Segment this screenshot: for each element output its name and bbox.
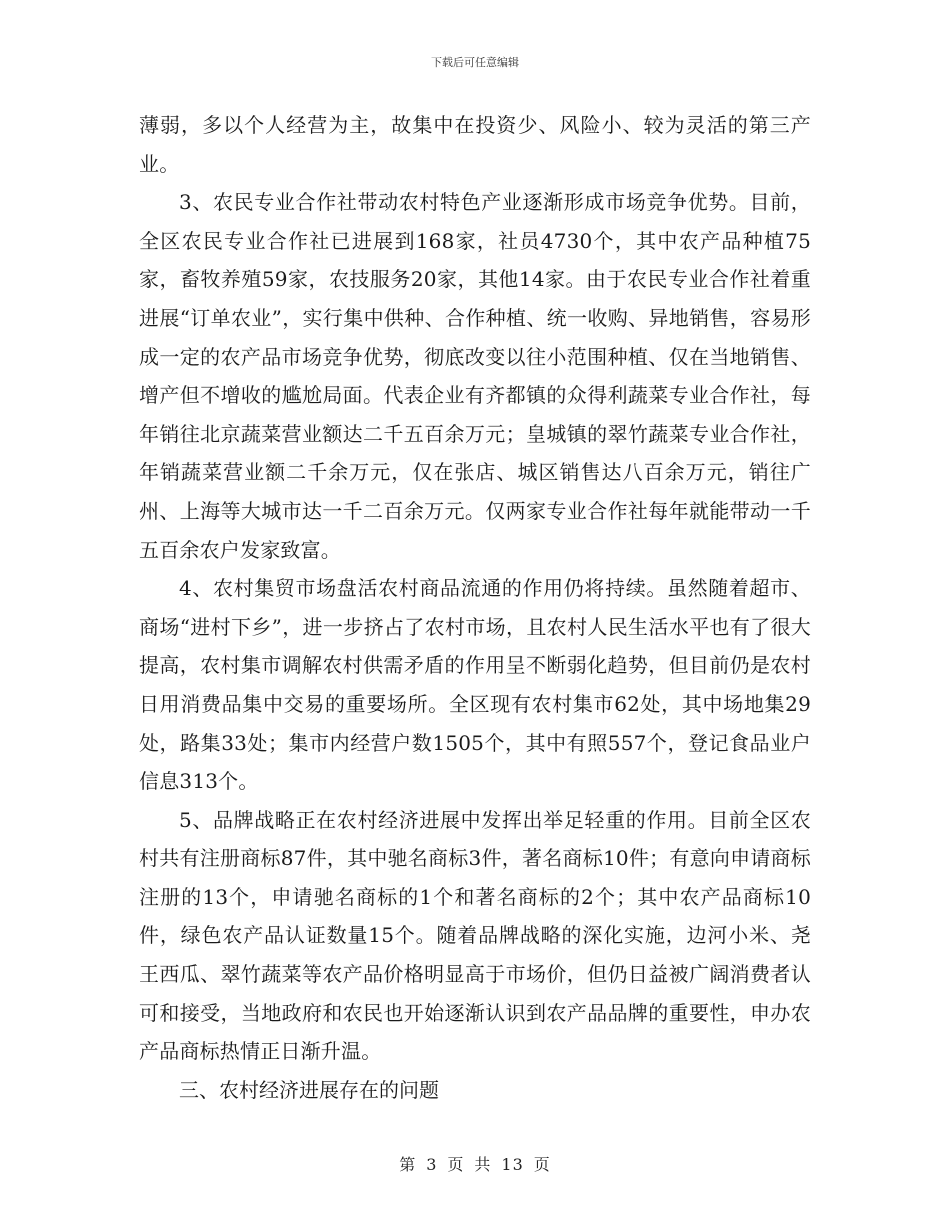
paragraph-brand-strategy: 5、品牌战略正在农村经济进展中发挥出举足轻重的作用。目前全区农村共有注册商标87件，其中驰名商标3件，著名商标10件；有意向申请商标注册的13个，申请驰名商标的1个和著名商标的2个；其中农产品商标10件，绿色农产品认证数量15个。随着品牌战略的深化实施，边河小米、尧王西瓜、翠竹蔬菜等农产品价格明显高于市场价，但仍日益被广阔消费者认可和接受，当地政府和农民也开始逐渐认识到农产品品牌的重要性，申办农产品商标热情正日渐升温。 <box>139 807 811 1064</box>
paragraph-markets: 4、农村集贸市场盘活农村商品流通的作用仍将持续。虽然随着超市、商场“进村下乡”，进一步挤占了农村市场，且农村人民生活水平也有了很大提高，农村集市调解农村供需矛盾的作用呈不断弱化趋势，但目前仍是农村日用消费品集中交易的重要场所。全区现有农村集市62处，其中场地集29处，路集33处；集市内经营户数1505个，其中有照557个，登记食品业户信息313个。 <box>139 576 811 794</box>
document-body <box>139 106 811 1109</box>
footer-page-mid: 页 <box>447 1155 465 1174</box>
header-note: 下载后可任意编辑 <box>431 56 519 69</box>
footer-page-number: 3 <box>426 1155 438 1174</box>
footer-page-prefix: 第 <box>399 1155 417 1174</box>
section-heading: 三、农村经济进展存在的问题 <box>179 1077 439 1102</box>
footer-total-pages: 13 <box>501 1155 524 1174</box>
paragraph-cooperatives: 3、农民专业合作社带动农村特色产业逐渐形成市场竞争优势。目前，全区农民专业合作社已进展到168家，社员4730个，其中农产品种植75家，畜牧养殖59家，农技服务20家，其他14家。由于农民专业合作社着重进展“订单农业”，实行集中供种、合作种植、统一收购、异地销售，容易形成一定的农产品市场竞争优势，彻底改变以往小范围种植、仅在当地销售、增产但不增收的尴尬局面。代表企业有齐都镇的众得利蔬菜专业合作社，每年销往北京蔬菜营业额达二千五百余万元；皇城镇的翠竹蔬菜专业合作社，年销蔬菜营业额二千余万元，仅在张店、城区销售达八百余万元，销往广州、上海等大城市达一千二百余万元。仅两家专业合作社每年就能带动一千五百余农户发家致富。 <box>139 190 811 562</box>
page-footer <box>0 1152 950 1175</box>
footer-total-prefix: 共 <box>474 1155 492 1174</box>
paragraph-continuation: 薄弱，多以个人经营为主，故集中在投资少、风险小、较为灵活的第三产业。 <box>139 113 811 176</box>
footer-total-suffix: 页 <box>533 1155 551 1174</box>
